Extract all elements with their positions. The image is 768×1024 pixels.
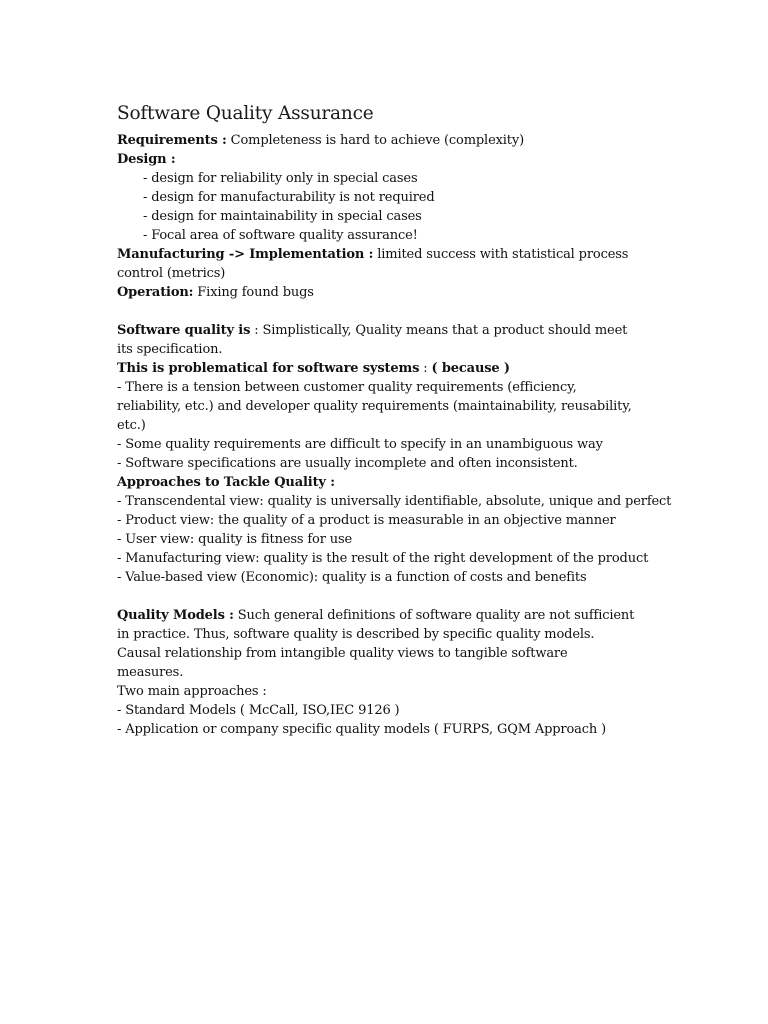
quality-models-intro: Two main approaches : <box>117 684 267 699</box>
problematical-line <box>117 359 668 378</box>
approach-item: - Manufacturing view: quality is the result of the right development of the product <box>117 551 649 566</box>
quality-models-line <box>117 606 637 682</box>
quality-model-item: - Application or company specific quality models ( FURPS, GQM Approach ) <box>117 722 607 737</box>
quality-model-item: - Standard Models ( McCall, ISO,IEC 9126 ) <box>117 703 400 718</box>
paragraph-gap <box>117 587 668 606</box>
software-quality-line <box>117 321 637 359</box>
manufacturing-line <box>117 245 657 283</box>
operation-line <box>117 283 668 302</box>
problem-item: - Some quality requirements are difficult to specify in an unambiguous way <box>117 437 603 452</box>
problematical-label: This is problematical for software systems <box>117 361 420 376</box>
problematical-label-because: ( because ) <box>431 361 510 376</box>
approach-item: - Value-based view (Economic): quality is a function of costs and benefits <box>117 570 587 585</box>
design-item: - design for maintainability in special cases <box>143 209 422 224</box>
approach-item: - Product view: the quality of a product is measurable in an objective manner <box>117 513 616 528</box>
manufacturing-text: limited success with statistical process control (metrics) <box>117 247 629 281</box>
approach-item: - User view: quality is fitness for use <box>117 532 353 547</box>
design-item: - design for reliability only in special cases <box>143 171 418 186</box>
approaches-label: Approaches to Tackle Quality : <box>117 475 335 490</box>
approach-item: - Transcendental view: quality is universally identifiable, absolute, unique and perfect <box>117 494 672 509</box>
problem-item: - There is a tension between customer quality requirements (efficiency, reliability, etc.) and developer quality requirements (maintainability, reusability, etc.) <box>117 380 632 433</box>
design-label: Design : <box>117 152 176 167</box>
problem-item: - Software specifications are usually incomplete and often inconsistent. <box>117 456 578 471</box>
quality-models-label: Quality Models : <box>117 608 234 623</box>
manufacturing-label: Manufacturing -> Implementation : <box>117 247 374 262</box>
requirements-text: Completeness is hard to achieve (complexity) <box>226 133 524 148</box>
operation-label: Operation: <box>117 285 194 300</box>
requirements-label: Requirements : <box>117 133 227 148</box>
paragraph-gap <box>117 302 668 321</box>
software-quality-text: : Simplistically, Quality means that a product should meet its specification. <box>117 323 628 357</box>
problematical-sep: : <box>419 361 432 376</box>
operation-text: Fixing found bugs <box>193 285 314 300</box>
quality-models-text: Such general definitions of software quality are not sufficient in practice. Thus, software quality is described by specific quality models. Causal relationship from intangible quality views to tangible software measures. <box>117 608 635 680</box>
design-item: - design for manufacturability is not required <box>143 190 435 205</box>
design-item: - Focal area of software quality assurance! <box>143 228 418 243</box>
document-body <box>117 131 672 739</box>
software-quality-label: Software quality is <box>117 323 251 338</box>
document-title: Software Quality Assurance <box>117 103 374 124</box>
requirements-line <box>117 131 668 150</box>
